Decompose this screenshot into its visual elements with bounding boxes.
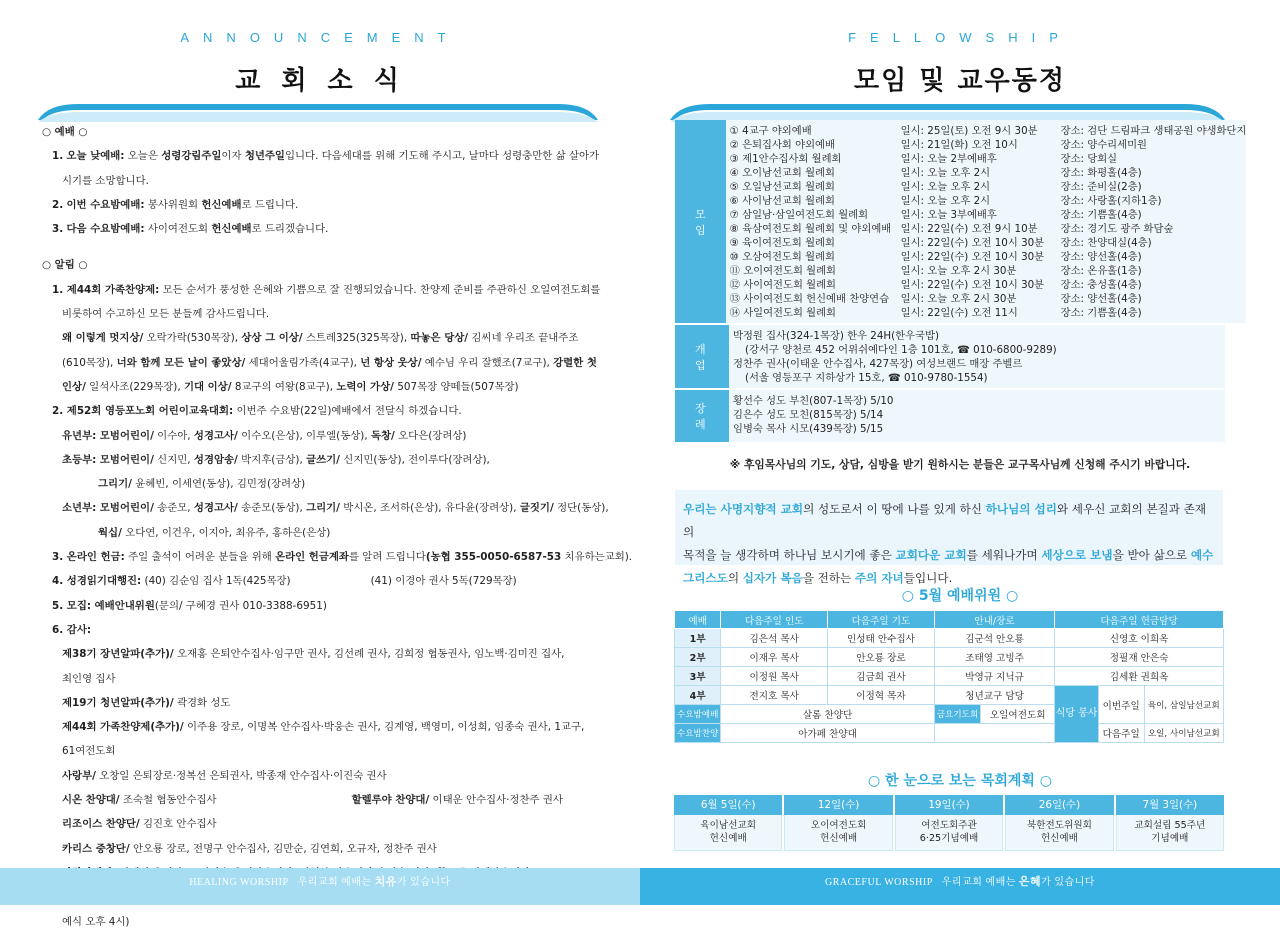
meeting-name: ⑧ 육삼여전도회 월례회 및 야외예배: [729, 223, 892, 235]
meeting-row: [726, 278, 1247, 292]
meeting-name: ⑥ 사이남선교회 월례회: [729, 195, 835, 207]
list-item: 1. 제44회 가족찬양제: 모든 순서가 풍성한 은혜와 기쁨으로 잘 진행되었습니다. 찬양제 준비를 주관하신 오일여전도회를: [52, 283, 601, 296]
list-item: 예식 오후 4시): [62, 915, 130, 928]
meeting-place: 장소: 충성홀(4층): [1060, 279, 1142, 291]
meeting-time: 일시: 오늘 오후 2시 30분: [900, 293, 1017, 305]
meeting-row: [726, 264, 1247, 278]
plan-item: 7월 3일(수) 교회설립 55주년 기념예배: [1116, 795, 1224, 851]
meetings-section: [675, 120, 1247, 325]
meeting-row: [726, 152, 1247, 166]
list-item: 2. 제52회 영등포노회 어린이교육대회: 이번주 수요밤(22일)예배에서 전달식 하겠습니다.: [52, 405, 462, 418]
meeting-row: [726, 250, 1247, 264]
list-item: 제44회 가족찬양제(추가)/ 이주용 장로, 이명복 안수집사·박웅손 권사, 김계영, 백영미, 이성희, 임종숙 권사, 1교구,: [62, 721, 585, 734]
meeting-row: [726, 208, 1247, 222]
plan-item: 19일(수) 여전도회주관 6·25기념예배: [895, 795, 1003, 851]
list-item: 제38기 장년알파(추가)/ 오재홍 은퇴안수집사·임구만 권사, 김선례 권사, 김희정 협동권사, 임노백·김미진 집사,: [62, 648, 565, 661]
meeting-time: 일시: 22일(수) 오전 9시 10분: [900, 223, 1038, 235]
plan-title: ○ 한 눈으로 보는 목회계획 ○: [867, 773, 1053, 789]
meeting-time: 일시: 22일(수) 오전 10시 30분: [900, 251, 1045, 263]
meeting-name: ④ 오이남선교회 월례회: [729, 167, 835, 179]
list-item: 사랑부/ 오창일 은퇴장로·정복선 은퇴권사, 박종재 안수집사·이진숙 권사: [62, 769, 387, 782]
list-item: 3. 온라인 헌금: 주일 출석이 어려운 분들을 위해 온라인 헌금계좌를 알려 드립니다(농협 355-0050-6587-53 치유하는교회).: [52, 551, 633, 564]
meeting-name: ① 4교구 야외예배: [729, 125, 812, 137]
section-eyebrow: FELLOWSHIP: [848, 30, 1072, 45]
list-item: 카리스 중창단/ 안오룡 장로, 전명구 안수집사, 김만순, 김연희, 오규자, 정찬주 권사: [62, 842, 437, 855]
list-item: 시기를 소망합니다.: [62, 174, 149, 187]
page-title: 교 회 소 식: [235, 66, 405, 96]
meeting-row: [726, 194, 1247, 208]
plan-item: 12일(수) 오이여전도회 헌신예배: [784, 795, 892, 851]
notice-head: ○ 알림 ○: [42, 259, 88, 272]
meeting-place: 장소: 양선홀(4층): [1060, 293, 1142, 305]
wave-divider: [38, 100, 598, 122]
list-item: 61여전도회: [62, 745, 116, 758]
meeting-place: 장소: 경기도 광주 화담숲: [1060, 223, 1174, 235]
meeting-place: 장소: 온유홀(1층): [1060, 265, 1142, 277]
list-item: (610목장), 너와 함께 모든 날이 좋았상/ 세대어울림가족(4교구), 넌 항상 웃상/ 예수님 우리 잘했조(7교구), 강렬한 첫: [62, 356, 597, 369]
meeting-time: 일시: 오늘 오후 2시: [900, 167, 991, 179]
meeting-name: ⑨ 육이여전도회 월례회: [729, 237, 835, 249]
table-row: 2부 이재우 목사 안오룡 장로 조태영 고빙주 정필재 안은숙: [675, 648, 1224, 667]
meeting-place: 장소: 당회실: [1060, 153, 1118, 165]
meeting-time: 일시: 오늘 오후 2시: [900, 181, 991, 193]
list-item: 비롯하여 수고하신 모든 분들께 감사드립니다.: [62, 308, 270, 321]
list-item: 6. 감사:: [52, 623, 92, 636]
meeting-name: ② 은퇴집사회 야외예배: [729, 139, 835, 151]
list-item: 4. 성경읽기대행진: (40) 김순임 집사 1독(425목장) (41) 이경아 권사 5독(729목장): [52, 575, 517, 588]
list-item: 3. 다음 수요밤예배: 사이여전도회 헌신예배로 드리겠습니다.: [52, 223, 329, 236]
meeting-row: [726, 236, 1247, 250]
list-item: 2. 이번 수요밤예배: 봉사위원회 헌신예배로 드립니다.: [52, 198, 299, 211]
list-item: 왜 이렇게 멋지상/ 오락가락(530목장), 상상 그 이상/ 스트레325(325목장), 따놓은 당상/ 김씨네 우리조 끝내주조: [62, 332, 579, 345]
opening-line: 정찬주 권사(이태운 안수집사, 427목장) 여성브랜드 매장 주벨르: [733, 358, 1023, 370]
meeting-place: 장소: 양선홀(4층): [1060, 251, 1142, 263]
table-row: 수요밤찬양 아가페 찬양대 다음주일 오일, 사이남선교회: [675, 724, 1224, 743]
meeting-row: [726, 166, 1247, 180]
church-motto: 우리는 사명지향적 교회의 성도로서 이 땅에 나를 있게 하신 하나님의 섭리와 세우신 교회의 본질과 존재의 목적을 늘 생각하며 하나님 보시기에 좋은 교회다운 교회를 세워나가며 세상으로 보냄을 받아 삶으로 예수 그리스도의 십자가 복음을 전하는 주의 자녀들입니다.: [675, 490, 1223, 565]
funeral-label: 장 례: [675, 390, 729, 442]
meeting-place: 장소: 기쁨홀(4층): [1060, 209, 1142, 221]
table-header-row: 예배 다음주일 인도 다음주일 기도 안내/장로 다음주일 헌금담당: [675, 611, 1224, 629]
footer-bar: HEALING WORSHIP 우리교회 예배는 치유가 있습니다: [0, 868, 640, 905]
page-title: 모임 및 교우동정: [854, 66, 1066, 96]
meeting-time: 일시: 21일(화) 오전 10시: [900, 139, 1018, 151]
meetings-list: [726, 120, 1247, 323]
funeral-line: 김은수 성도 모친(815목장) 5/14: [733, 409, 884, 421]
funeral-section: [675, 390, 1225, 444]
meeting-row: [726, 222, 1247, 236]
table-row: 수요밤예배 살롬 찬양단 금요기도회 오일여전도회: [675, 705, 1224, 724]
funeral-line: 임병숙 목사 시모(439목장) 5/15: [733, 423, 884, 435]
opening-line: 박정원 집사(324-1목장) 한우 24H(한우국밥): [733, 330, 939, 342]
meeting-place: 장소: 기쁨홀(4층): [1060, 307, 1142, 319]
meeting-time: 일시: 오늘 오후 2시 30분: [900, 265, 1017, 277]
plan-item: 26일(수) 북한전도위원회 헌신예배: [1005, 795, 1113, 851]
opening-label: 개 업: [675, 325, 729, 388]
meeting-time: 일시: 22일(수) 오전 10시 30분: [900, 279, 1045, 291]
plan-item: 6월 5일(수) 육이남선교회 헌신예배: [674, 795, 782, 851]
meeting-place: 장소: 찬양대실(4층): [1060, 237, 1152, 249]
table-row: 1부 김은석 목사 인성태 안수집사 김군석 안오룡 신영호 이희옥: [675, 629, 1224, 648]
list-item: 소년부: 모범어린이/ 송준모, 성경고사/ 송준모(동상), 그리기/ 박시온, 조서하(은상), 유다윤(장려상), 글짓기/ 정단(동상),: [62, 502, 609, 515]
meeting-time: 일시: 22일(수) 오전 10시 30분: [900, 237, 1045, 249]
meeting-time: 일시: 오늘 2부예배후: [900, 153, 997, 165]
list-item: 1. 오늘 낮예배: 오늘은 성령강림주일이자 청년주일입니다. 다음세대를 위해 기도해 주시고, 날마다 성령충만한 삶 살아가: [52, 150, 600, 163]
meeting-row: [726, 292, 1247, 306]
meeting-place: 장소: 사랑홀(지하1층): [1060, 195, 1162, 207]
meeting-time: 일시: 22일(수) 오전 11시: [900, 307, 1018, 319]
list-item: 제19기 청년알파(추가)/ 곽경화 성도: [62, 696, 231, 709]
opening-line: (서울 영등포구 지하상가 15호, ☎ 010-9780-1554): [745, 372, 988, 384]
list-item: 인상/ 일석사조(229목장), 기대 이상/ 8교구의 여왕(8교구), 노력이 가상/ 507목장 양떼들(507목장): [62, 380, 519, 393]
meeting-place: 장소: 화평홀(4층): [1060, 167, 1142, 179]
ministry-plan: [674, 795, 1224, 851]
list-item: 초등부: 모범어린이/ 신지민, 성경암송/ 박지후(금상), 글쓰기/ 신지민(동상), 전이루다(장려상),: [62, 453, 490, 466]
worship-head: ○ 예배 ○: [42, 126, 88, 138]
section-eyebrow: ANNOUNCEMENT: [180, 30, 460, 45]
meeting-name: ⑫ 사이여전도회 월례회: [729, 279, 837, 291]
announcement-page: [0, 0, 640, 928]
meeting-place: 장소: 준비실(2층): [1060, 181, 1142, 193]
meeting-row: [726, 180, 1247, 194]
meeting-row: [726, 124, 1247, 138]
footer-bar: GRACEFUL WORSHIP 우리교회 예배는 은혜가 있습니다: [640, 868, 1280, 905]
meeting-name: ⑪ 오이여전도회 월례회: [729, 265, 837, 277]
fellowship-page: [640, 0, 1280, 905]
list-item: 최인영 집사: [62, 672, 116, 685]
list-item: 5. 모집: 예배안내위원(문의/ 구혜경 권사 010-3388-6951): [52, 599, 327, 612]
table-row: 3부 이정원 목사 김금희 권사 박영규 지닉규 김세환 권희옥: [675, 667, 1224, 686]
meeting-time: 일시: 25일(토) 오전 9시 30분: [900, 125, 1038, 137]
meeting-name: ⑩ 오삼여전도회 월례회: [729, 251, 835, 263]
table-row: 4부 전지호 목사 이정혁 목자 청년교구 담당 식당 봉사 이번주일 육이, 삼일남선교회: [675, 686, 1224, 705]
meeting-name: ⑬ 사이여전도회 헌신예배 찬양연습: [729, 293, 890, 305]
meeting-time: 일시: 오늘 3부예배후: [900, 209, 997, 221]
list-item: 그리기/ 윤혜빈, 이세연(동상), 김민정(장려상): [98, 478, 306, 491]
opening-line: (강서구 양천로 452 어위쉬예다인 1층 101호, ☎ 010-6800-9289): [745, 344, 1057, 356]
pastor-note: ※ 후임목사님의 기도, 상담, 심방을 받기 원하시는 분들은 교구목사님께 신청해 주시기 바랍니다.: [729, 458, 1191, 471]
wave-divider: [670, 100, 1225, 122]
meeting-place: 장소: 검단 드림파크 생태공원 야생화단지: [1060, 125, 1247, 137]
meeting-name: ⑭ 사일여전도회 월례회: [729, 307, 837, 319]
schedule-title: ○ 5월 예배위원 ○: [901, 588, 1019, 604]
meeting-name: ⑤ 오일남선교회 월례회: [729, 181, 835, 193]
meeting-name: ⑦ 삼일남·삼일여전도회 월례회: [729, 209, 869, 221]
list-item: 시온 찬양대/ 조숙철 협동안수집사 할렐루야 찬양대/ 이태운 안수집사·정찬주 권사: [62, 794, 563, 807]
list-item: 웍십/ 오다연, 이건우, 이지아, 최유주, 홍하은(은상): [98, 526, 331, 539]
list-item: 리조이스 찬양단/ 김진호 안수집사: [62, 818, 217, 831]
meetings-label: 모 임: [675, 120, 726, 323]
fellowship-table: [675, 120, 1247, 444]
worship-committee-table: [674, 610, 1224, 743]
opening-section: [675, 325, 1225, 390]
meeting-row: [726, 306, 1247, 320]
meeting-time: 일시: 오늘 오후 2시: [900, 195, 991, 207]
announcement-content: [42, 120, 633, 934]
list-item: 유년부: 모범어린이/ 이수아, 성경고사/ 이수오(은상), 이루엘(동상), 독창/ 오다은(장려상): [62, 429, 467, 442]
meeting-name: ③ 제1안수집사회 월례회: [729, 153, 842, 165]
meeting-row: [726, 138, 1247, 152]
funeral-line: 황선수 성도 부친(807-1목장) 5/10: [733, 395, 894, 407]
meeting-place: 장소: 양수리세미원: [1060, 139, 1147, 151]
